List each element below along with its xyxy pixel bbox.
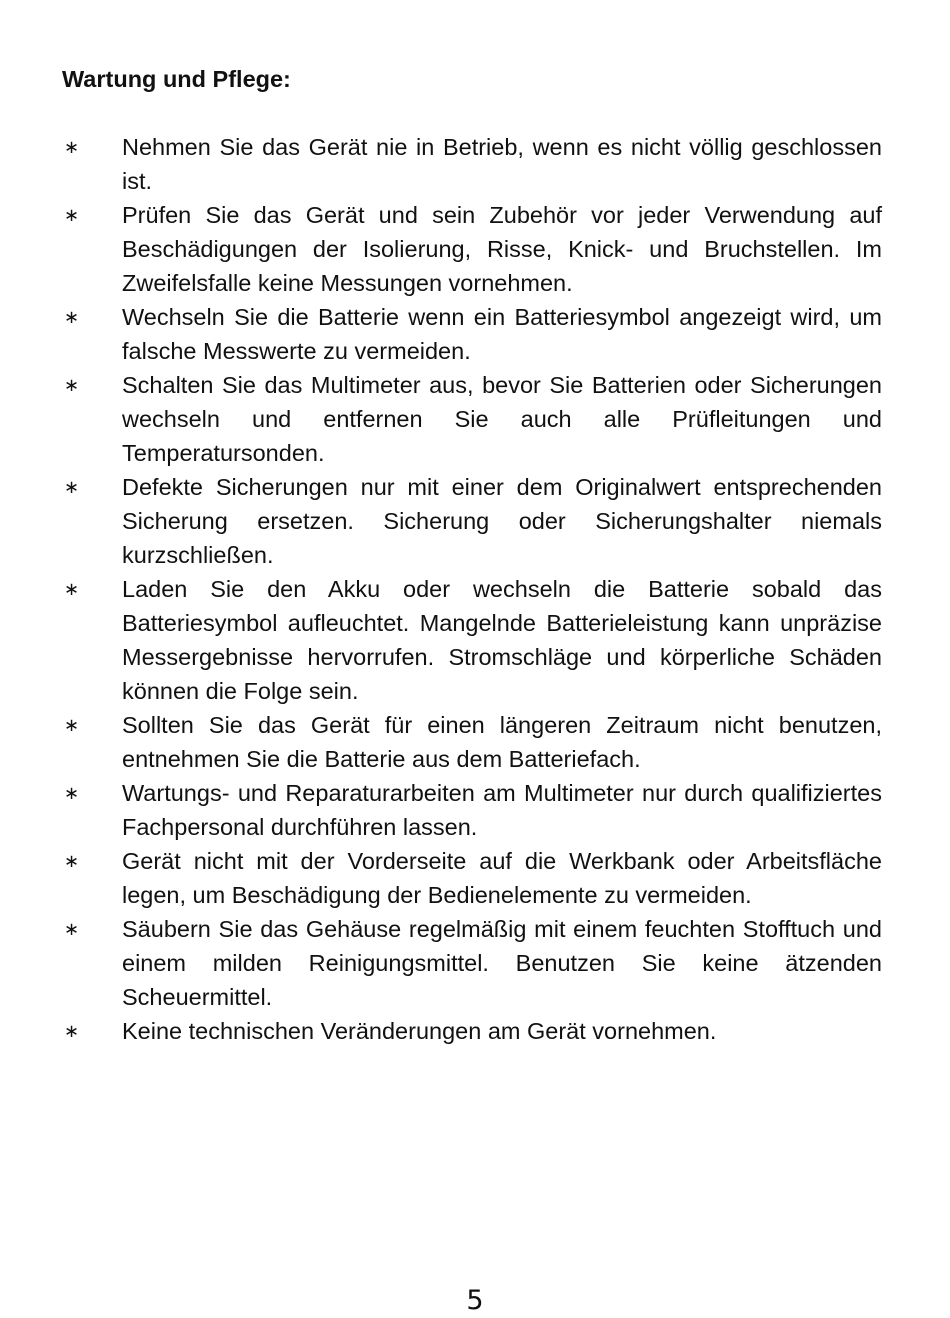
list-item (62, 708, 882, 776)
list-item (62, 844, 882, 912)
list-item (62, 130, 882, 198)
list-item-text: Wartungs- und Reparaturarbeiten am Multimeter nur durch qualifiziertes Fachpersonal durchführen lassen. (122, 780, 882, 840)
list-item (62, 776, 882, 844)
list-item-text: Sollten Sie das Gerät für einen längeren Zeitraum nicht benutzen, entnehmen Sie die Batterie aus dem Batteriefach. (122, 712, 882, 772)
document-page (62, 62, 882, 1048)
bullet-icon: ∗ (64, 205, 80, 225)
bullet-icon: ∗ (64, 851, 80, 871)
page-number: 5 (466, 1285, 484, 1316)
list-item (62, 912, 882, 1014)
list-item-text: Gerät nicht mit der Vorderseite auf die Werkbank oder Arbeitsfläche legen, um Beschädigung der Bedienelemente zu vermeiden. (122, 848, 882, 908)
list-item (62, 1014, 882, 1048)
list-item-text: Defekte Sicherungen nur mit einer dem Originalwert entsprechenden Sicherung ersetzen. Sicherung oder Sicherungshalter niemals kurzschließen. (122, 474, 882, 568)
bullet-icon: ∗ (64, 307, 80, 327)
list-item-text: Prüfen Sie das Gerät und sein Zubehör vor jeder Verwendung auf Beschädigungen der Isolierung, Risse, Knick- und Bruchstellen. Im Zweifelsfalle keine Messungen vornehmen. (122, 202, 882, 296)
section-title: Wartung und Pflege: (62, 66, 291, 92)
list-item-text: Wechseln Sie die Batterie wenn ein Batteriesymbol angezeigt wird, um falsche Messwerte zu vermeiden. (122, 304, 882, 364)
list-item (62, 470, 882, 572)
list-item (62, 300, 882, 368)
bullet-icon: ∗ (64, 919, 80, 939)
list-item-text: Säubern Sie das Gehäuse regelmäßig mit einem feuchten Stofftuch und einem milden Reinigungsmittel. Benutzen Sie keine ätzenden Scheuermittel. (122, 916, 882, 1010)
list-item-text: Keine technischen Veränderungen am Gerät vornehmen. (122, 1018, 717, 1044)
list-item-text: Laden Sie den Akku oder wechseln die Batterie sobald das Batteriesymbol aufleuchtet. Mangelnde Batterieleistung kann unpräzise Messergebnisse hervorrufen. Stromschläge und körperliche Schäden können die Folge sein. (122, 576, 882, 704)
bullet-icon: ∗ (64, 715, 80, 735)
list-item-text: Schalten Sie das Multimeter aus, bevor Sie Batterien oder Sicherungen wechseln und entfernen Sie auch alle Prüfleitungen und Temperatursonden. (122, 372, 882, 466)
maintenance-list (62, 130, 882, 1048)
list-item (62, 198, 882, 300)
bullet-icon: ∗ (64, 477, 80, 497)
list-item-text: Nehmen Sie das Gerät nie in Betrieb, wenn es nicht völlig geschlossen ist. (122, 134, 882, 194)
list-item (62, 368, 882, 470)
bullet-icon: ∗ (64, 1021, 80, 1041)
bullet-icon: ∗ (64, 137, 80, 157)
bullet-icon: ∗ (64, 579, 80, 599)
list-item (62, 572, 882, 708)
bullet-icon: ∗ (64, 783, 80, 803)
bullet-icon: ∗ (64, 375, 80, 395)
